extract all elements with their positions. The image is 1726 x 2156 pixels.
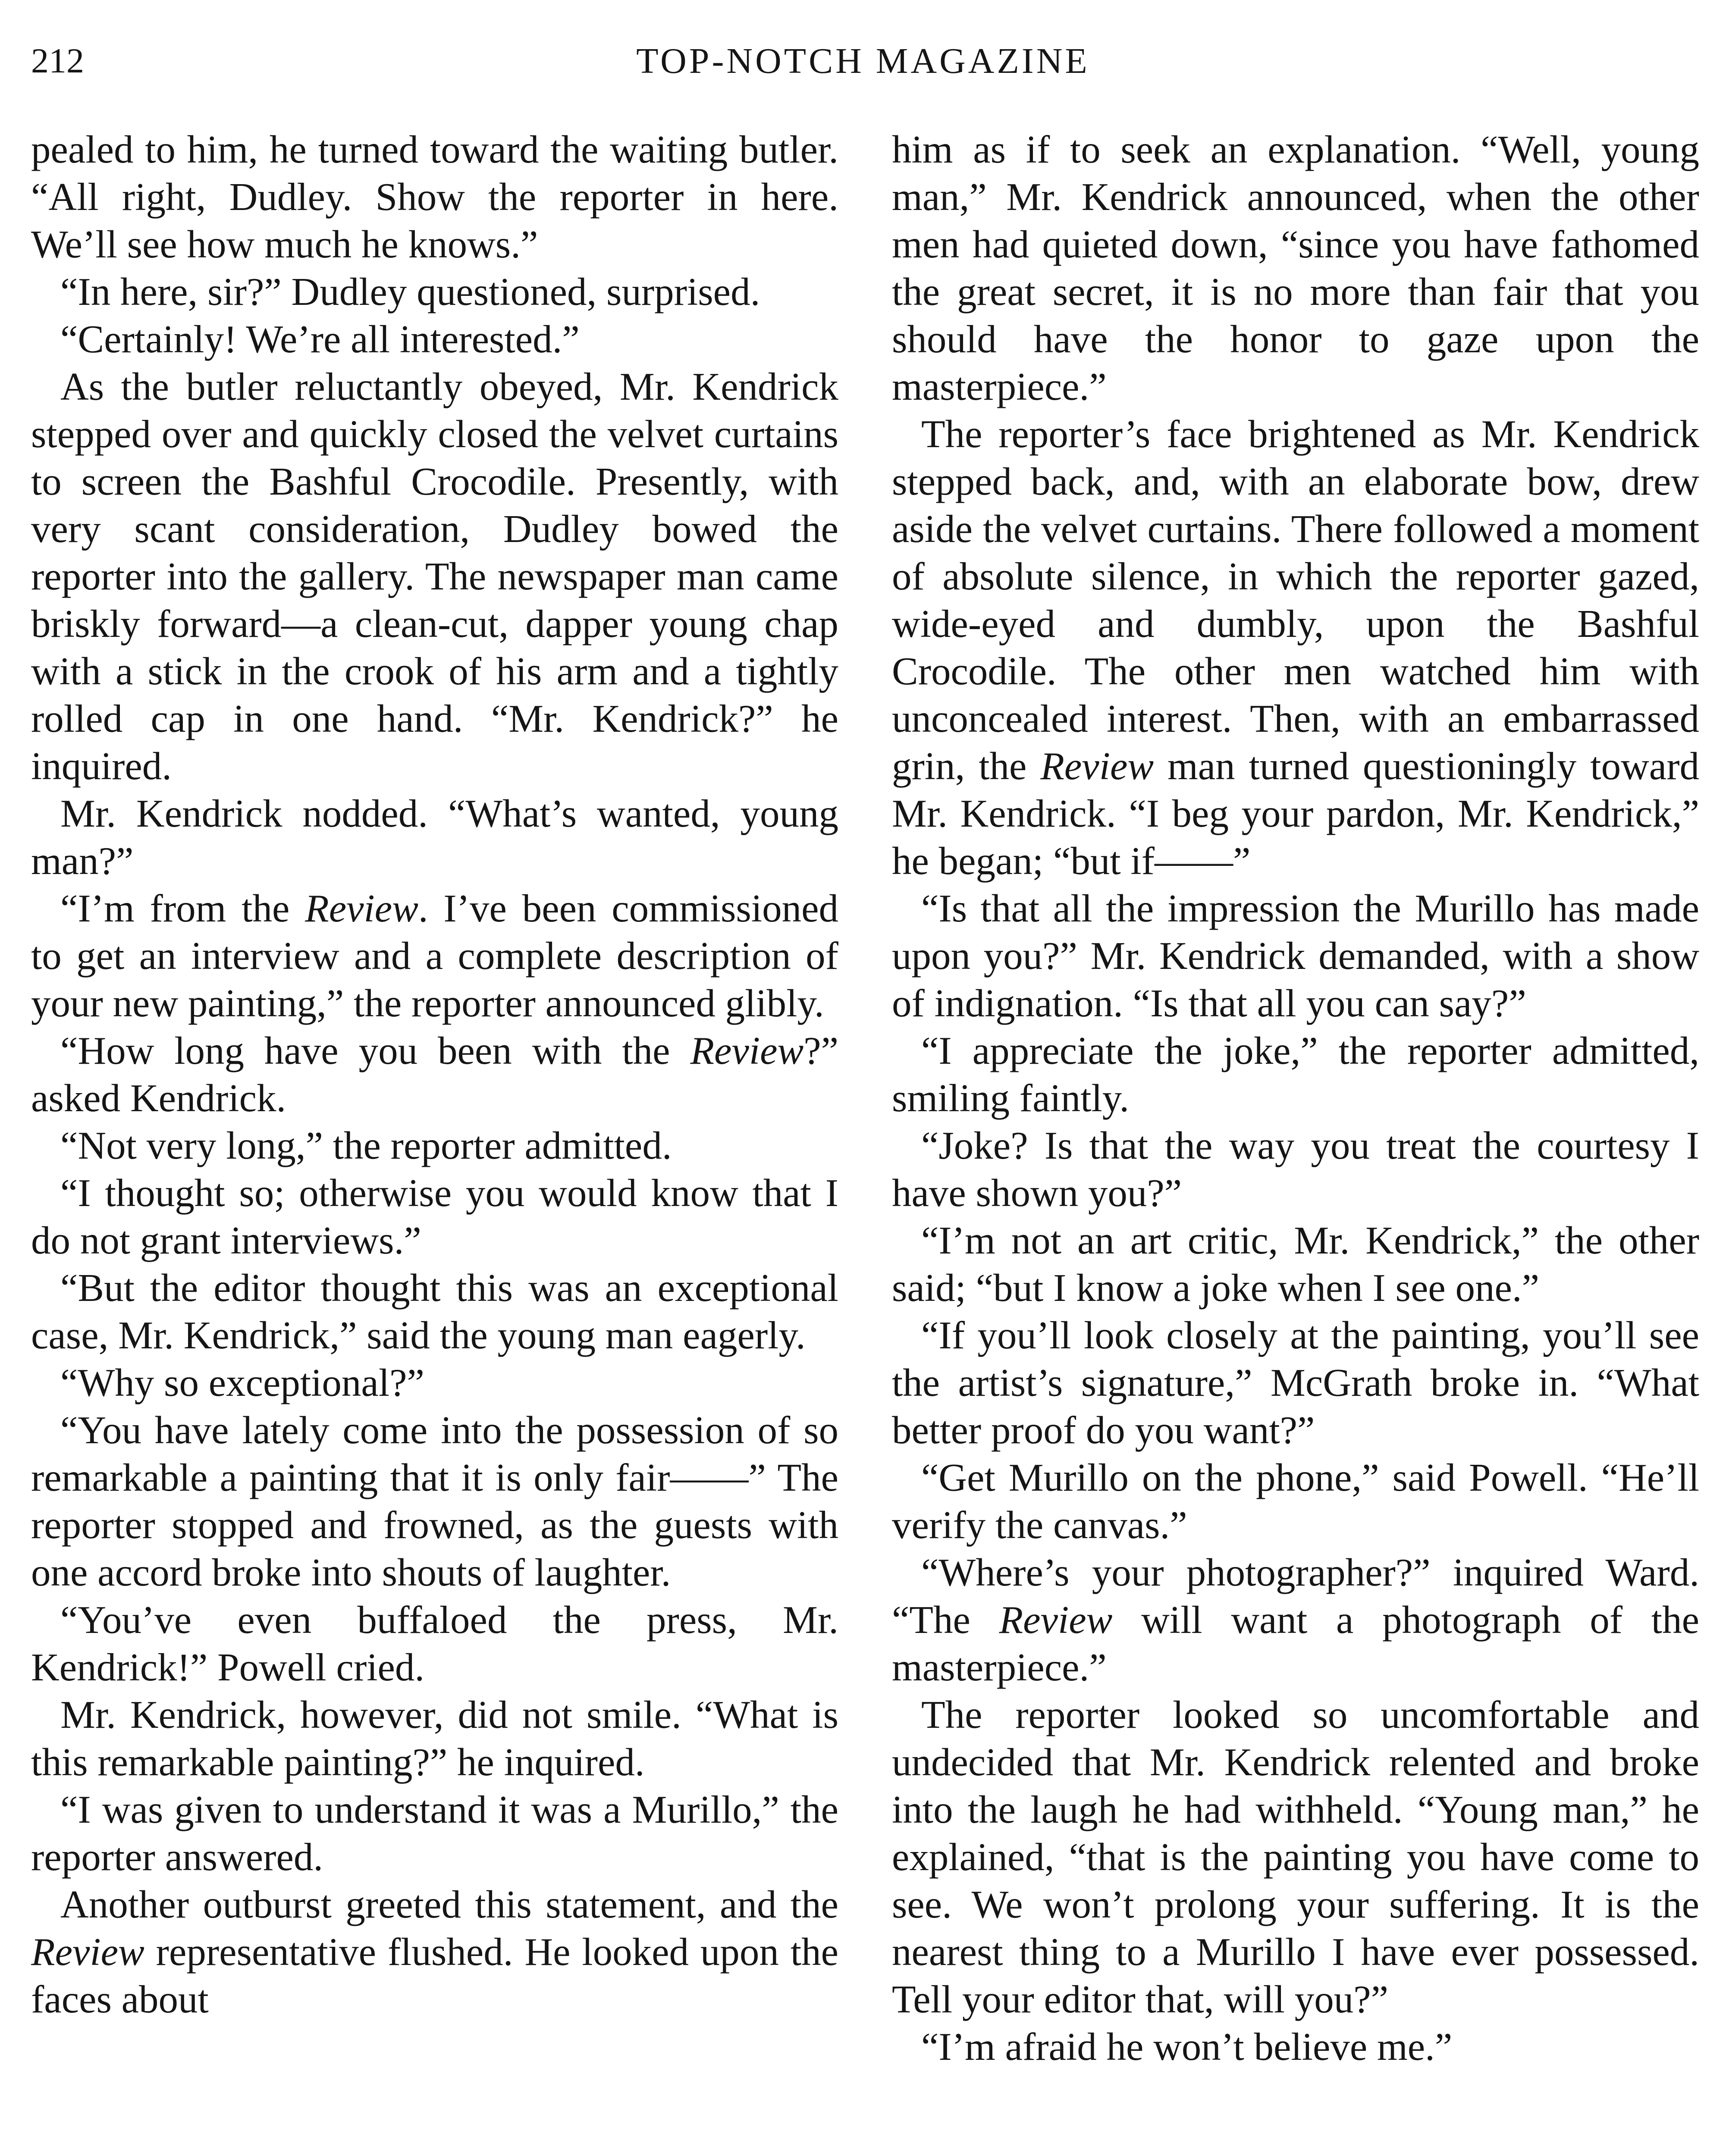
paragraph: “Is that all the impression the Murillo has made upon you?” Mr. Kendrick demanded, with a show of indignation. “Is that all you can say?” bbox=[892, 887, 1699, 1025]
paragraph: “Not very long,” the reporter admitted. bbox=[60, 1124, 672, 1167]
paragraph: “Certainly! We’re all interested.” bbox=[60, 317, 580, 361]
paragraph: “You have lately come into the possession of so remarkable a painting that it is only fair——” The reporter stopped and frowned, as the guests with one accord broke into shouts of laughter. bbox=[31, 1408, 838, 1594]
paragraph: “If you’ll look closely at the painting, you’ll see the artist’s signature,” McGrath broke in. “What better proof do you want?” bbox=[892, 1313, 1699, 1452]
publication-name: Review bbox=[690, 1029, 804, 1072]
publication-name: Review bbox=[999, 1598, 1113, 1642]
page-header bbox=[31, 43, 1695, 99]
paragraph: “I was given to understand it was a Murillo,” the reporter answered. bbox=[31, 1788, 838, 1879]
paragraph: “In here, sir?” Dudley questioned, surprised. bbox=[60, 270, 760, 313]
paragraph: “I’m not an art critic, Mr. Kendrick,” the other said; “but I know a joke when I see one.” bbox=[892, 1219, 1699, 1310]
paragraph: “You’ve even buffaloed the press, Mr. Kendrick!” Powell cried. bbox=[31, 1598, 838, 1689]
paragraph: The reporter’s face brightened as Mr. Kendrick stepped back, and, with an elaborate bow, drew aside the velvet curtains. There followed a moment of absolute silence, in which the reporter gazed, wide-eyed and dumbly, upon the Bashful Crocodile. The other men watched him with unconcealed interest. Then, with an embarrassed grin, the Review man turned questioningly toward Mr. Kendrick. “I beg your pardon, Mr. Kendrick,” he began; “but if——” bbox=[892, 412, 1699, 883]
text-columns bbox=[31, 126, 1699, 2156]
paragraph: “Get Murillo on the phone,” said Powell. “He’ll verify the canvas.” bbox=[892, 1456, 1699, 1547]
paragraph: The reporter looked so uncomfortable and undecided that Mr. Kendrick relented and broke into the laugh he had withheld. “Young man,” he explained, “that is the painting you have come to see. We won’t prolong your suffering. It is the nearest thing to a Murillo I have ever possessed. Tell your editor that, will you?” bbox=[892, 1693, 1699, 2021]
paragraph: “I appreciate the joke,” the reporter admitted, smiling faintly. bbox=[892, 1029, 1699, 1120]
right-column bbox=[892, 126, 1699, 2156]
paragraph: “Why so exceptional?” bbox=[60, 1361, 424, 1404]
paragraph: “I’m afraid he won’t believe me.” bbox=[921, 2025, 1453, 2068]
paragraph: “How long have you been with the Review?” asked Kendrick. bbox=[31, 1029, 838, 1120]
paragraph: Mr. Kendrick, however, did not smile. “What is this remarkable painting?” he inquired. bbox=[31, 1693, 838, 1784]
page-number: 212 bbox=[31, 41, 84, 80]
left-column bbox=[31, 126, 838, 2156]
paragraph: “Where’s your photographer?” inquired Ward. “The Review will want a photograph of the masterpiece.” bbox=[892, 1551, 1699, 1689]
publication-name: Review bbox=[1040, 744, 1154, 788]
paragraph: “But the editor thought this was an exceptional case, Mr. Kendrick,” said the young man eagerly. bbox=[31, 1266, 838, 1357]
running-title: TOP-NOTCH MAGAZINE bbox=[636, 41, 1090, 81]
publication-name: Review bbox=[31, 1930, 144, 1974]
paragraph: him as if to seek an explanation. “Well, young man,” Mr. Kendrick announced, when the other men had quieted down, “since you have fathomed the great secret, it is no more than fair that you should have the honor to gaze upon the masterpiece.” bbox=[892, 128, 1699, 408]
paragraph: Another outburst greeted this statement, and the Review representative flushed. He looked upon the faces about bbox=[31, 1883, 838, 2021]
paragraph: Mr. Kendrick nodded. “What’s wanted, young man?” bbox=[31, 792, 838, 883]
paragraph: “I’m from the Review. I’ve been commissioned to get an interview and a complete description of your new painting,” the reporter announced glibly. bbox=[31, 887, 838, 1025]
paragraph: “I thought so; otherwise you would know that I do not grant interviews.” bbox=[31, 1171, 838, 1262]
paragraph: As the butler reluctantly obeyed, Mr. Kendrick stepped over and quickly closed the velvet curtains to screen the Bashful Crocodile. Presently, with very scant consideration, Dudley bowed the reporter into the gallery. The newspaper man came briskly forward—a clean-cut, dapper young chap with a stick in the crook of his arm and a tightly rolled cap in one hand. “Mr. Kendrick?” he inquired. bbox=[31, 365, 838, 788]
paragraph: “Joke? Is that the way you treat the courtesy I have shown you?” bbox=[892, 1124, 1699, 1215]
paragraph: pealed to him, he turned toward the waiting butler. “All right, Dudley. Show the reporter in here. We’ll see how much he knows.” bbox=[31, 128, 838, 266]
publication-name: Review bbox=[305, 887, 418, 930]
